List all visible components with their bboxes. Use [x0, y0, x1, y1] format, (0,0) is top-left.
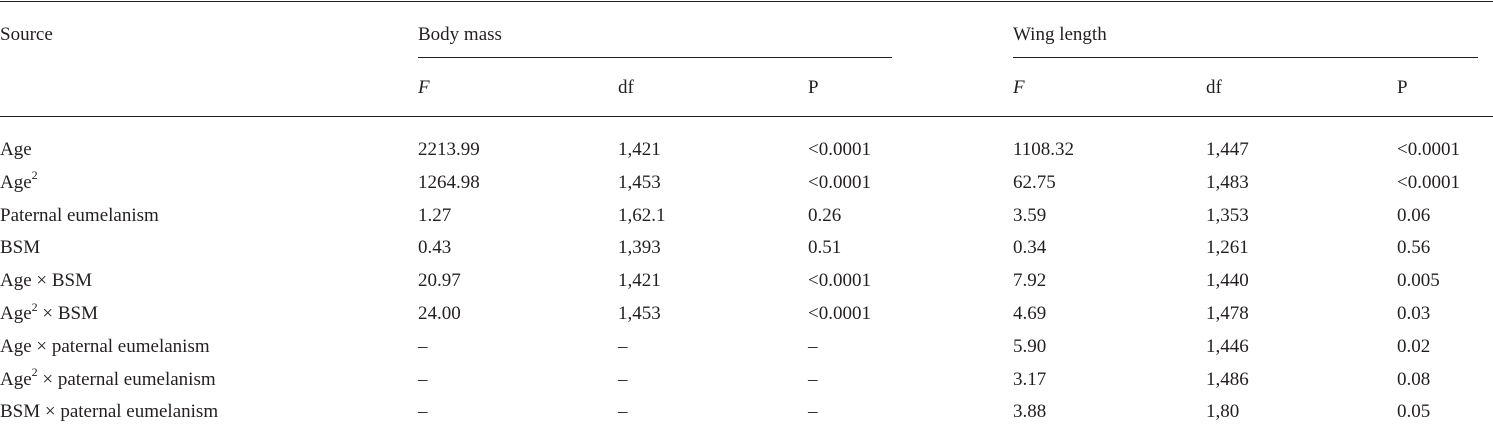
- row-source-label: [0, 139, 32, 161]
- wing-length-f-cell: 5.90: [1013, 335, 1047, 357]
- body-mass-f-cell: 24.00: [418, 303, 461, 324]
- row-source-text: BSM: [0, 237, 41, 259]
- source-column-header: Source: [0, 24, 53, 45]
- row-source-label: [0, 270, 92, 292]
- row-source-superscript: 2: [31, 168, 38, 183]
- wing-length-group-header: Wing length: [1013, 24, 1107, 45]
- wing-length-df-cell: 1,80: [1206, 401, 1240, 423]
- wing-length-p-cell: 0.03: [1397, 303, 1431, 324]
- row-source-text: Age: [0, 368, 32, 390]
- body-mass-f-cell: –: [418, 368, 428, 390]
- body-mass-group-header: Body mass: [418, 24, 502, 45]
- body-mass-p-cell: –: [808, 401, 818, 423]
- body-mass-p-cell: <0.0001: [808, 171, 871, 193]
- wing-length-f-cell: 3.88: [1013, 401, 1047, 423]
- row-source-text: Age: [0, 171, 32, 193]
- wing-length-f-cell: 3.59: [1013, 204, 1047, 226]
- wing-length-df-header: df: [1206, 77, 1222, 98]
- body-mass-df-cell: 1,62.1: [618, 204, 666, 226]
- wing-length-p-cell: 0.05: [1397, 401, 1431, 423]
- wing-length-p-cell: <0.0001: [1397, 171, 1460, 193]
- body-mass-p-cell: 0.51: [808, 237, 842, 259]
- wing-length-df-cell: 1,483: [1206, 171, 1249, 193]
- row-source-label: [0, 401, 218, 423]
- header-bottom-rule: [0, 116, 1493, 117]
- row-source-label: [0, 365, 216, 391]
- row-source-tail: × paternal eumelanism: [37, 368, 216, 390]
- row-source-label: [0, 299, 99, 325]
- wing-length-p-cell: <0.0001: [1397, 139, 1460, 160]
- wing-length-f-cell: 62.75: [1013, 171, 1056, 193]
- row-source-superscript: 2: [31, 299, 38, 314]
- wing-length-f-cell: 0.34: [1013, 237, 1047, 259]
- wing-length-p-cell: 0.005: [1397, 270, 1440, 292]
- top-rule: [0, 1, 1493, 2]
- wing-length-f-cell: 7.92: [1013, 270, 1047, 292]
- row-source-label: [0, 205, 159, 227]
- wing-length-group-rule: [1013, 57, 1478, 58]
- body-mass-df-cell: 1,421: [618, 270, 661, 292]
- body-mass-p-cell: <0.0001: [808, 303, 871, 324]
- body-mass-p-cell: –: [808, 368, 818, 390]
- body-mass-df-cell: –: [618, 368, 628, 390]
- wing-length-f-cell: 3.17: [1013, 368, 1047, 390]
- body-mass-df-cell: –: [618, 401, 628, 423]
- wing-length-f-header: F: [1013, 77, 1025, 98]
- row-source-superscript: 2: [31, 365, 38, 380]
- row-source-text: Age: [0, 139, 32, 160]
- wing-length-p-cell: 0.02: [1397, 335, 1431, 357]
- wing-length-p-header: P: [1397, 77, 1408, 98]
- body-mass-f-header: F: [418, 77, 430, 98]
- body-mass-df-cell: 1,453: [618, 171, 661, 193]
- row-source-tail: × BSM: [37, 303, 99, 324]
- row-source-label: [0, 237, 40, 259]
- body-mass-f-cell: 0.43: [418, 237, 452, 259]
- row-source-label: [0, 168, 38, 194]
- wing-length-df-cell: 1,447: [1206, 139, 1249, 160]
- row-source-text: Age: [0, 303, 32, 324]
- body-mass-p-cell: 0.26: [808, 204, 842, 226]
- body-mass-df-cell: 1,421: [618, 139, 661, 160]
- body-mass-f-cell: –: [418, 335, 428, 357]
- body-mass-p-header: P: [808, 77, 819, 98]
- wing-length-df-cell: 1,478: [1206, 303, 1249, 324]
- body-mass-f-cell: 1.27: [418, 204, 452, 226]
- wing-length-p-cell: 0.08: [1397, 368, 1431, 390]
- body-mass-df-cell: –: [618, 335, 628, 357]
- wing-length-df-cell: 1,353: [1206, 204, 1249, 226]
- body-mass-df-header: df: [618, 77, 634, 98]
- body-mass-p-cell: <0.0001: [808, 270, 871, 292]
- row-source-text: Paternal eumelanism: [0, 204, 159, 226]
- wing-length-df-cell: 1,440: [1206, 270, 1249, 292]
- body-mass-p-cell: –: [808, 335, 818, 357]
- body-mass-f-cell: 20.97: [418, 270, 461, 292]
- body-mass-df-cell: 1,453: [618, 303, 661, 324]
- wing-length-df-cell: 1,261: [1206, 237, 1249, 259]
- body-mass-p-cell: <0.0001: [808, 139, 871, 160]
- row-source-text: BSM × paternal eumelanism: [0, 401, 219, 423]
- wing-length-df-cell: 1,486: [1206, 368, 1249, 390]
- body-mass-f-cell: 2213.99: [418, 139, 480, 160]
- wing-length-df-cell: 1,446: [1206, 335, 1249, 357]
- body-mass-group-rule: [418, 57, 892, 58]
- row-source-label: [0, 336, 210, 358]
- wing-length-p-cell: 0.06: [1397, 204, 1431, 226]
- wing-length-f-cell: 4.69: [1013, 303, 1047, 324]
- body-mass-f-cell: –: [418, 401, 428, 423]
- row-source-text: Age × BSM: [0, 270, 93, 292]
- body-mass-df-cell: 1,393: [618, 237, 661, 259]
- row-source-text: Age × paternal eumelanism: [0, 335, 210, 357]
- wing-length-f-cell: 1108.32: [1013, 139, 1075, 160]
- wing-length-p-cell: 0.56: [1397, 237, 1431, 259]
- body-mass-f-cell: 1264.98: [418, 171, 480, 193]
